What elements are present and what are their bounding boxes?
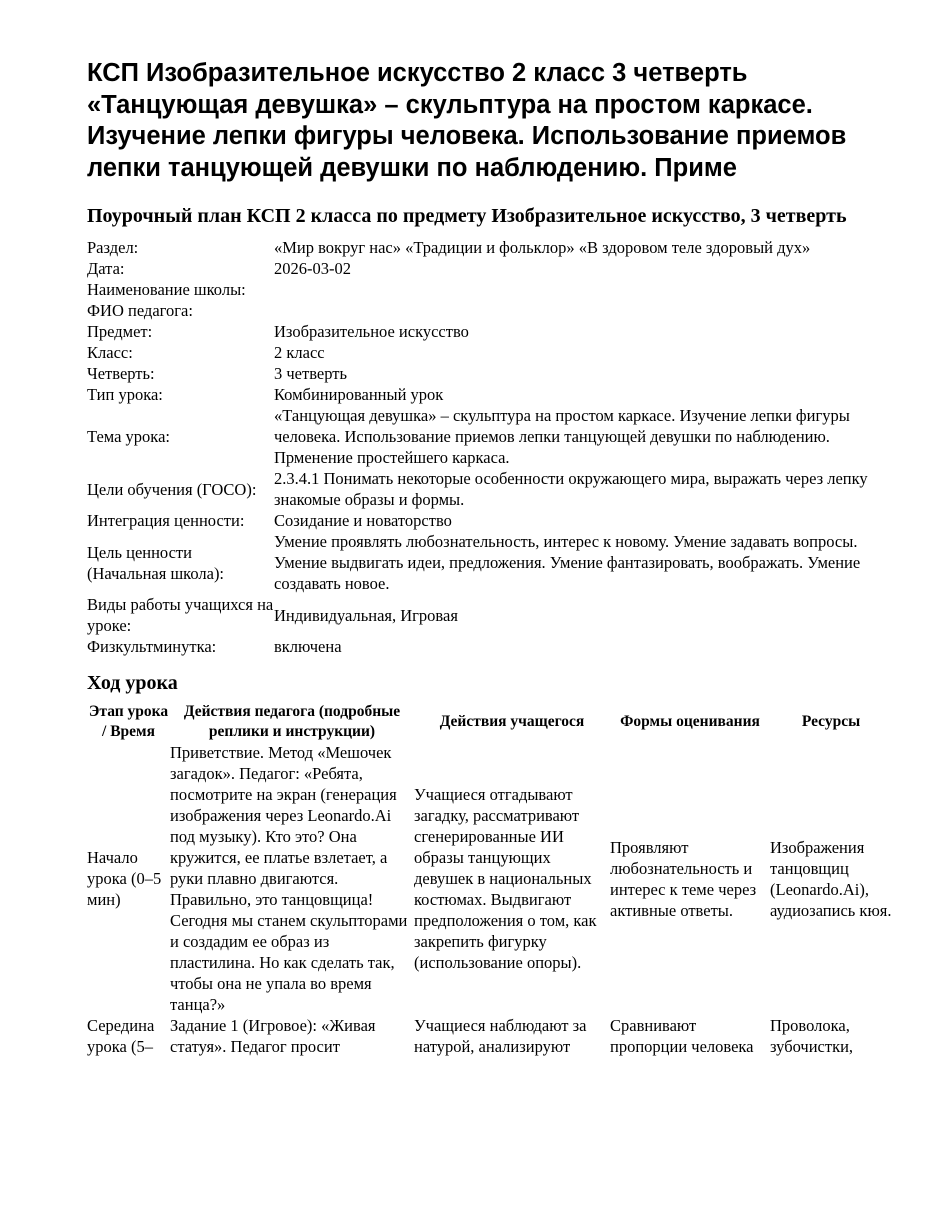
resources-cell: Изображения танцовщиц (Leonardo.Ai), аудиозапись кюя. <box>770 837 892 920</box>
student-actions-cell: Учащиеся отгадывают загадку, рассматривают сгенерированные ИИ образы танцующих девушек в национальных костюмах. Выдвигают предположения о том, как закрепить фигурку (использование опоры). <box>414 785 597 972</box>
info-value: 3 четверть <box>274 364 347 383</box>
info-label: Тип урока: <box>87 385 163 404</box>
column-header-student: Действия учащегося <box>439 713 585 730</box>
info-value <box>274 300 892 321</box>
lesson-table-header <box>87 702 892 742</box>
table-row <box>87 1015 892 1057</box>
column-header-resources: Ресурсы <box>801 713 861 730</box>
stage-cell: Начало урока (0–5 мин) <box>87 848 162 909</box>
teacher-actions-cell: Задание 1 (Игровое): «Живая статуя». Педагог просит <box>170 1016 376 1056</box>
assessment-cell: Сравнивают пропорции человека <box>610 1016 754 1056</box>
info-row-school <box>87 279 892 300</box>
info-label: Четверть: <box>87 364 155 383</box>
lesson-flow-heading: Ход урока <box>87 672 178 694</box>
info-value: Созидание и новаторство <box>274 511 452 530</box>
info-value: Умение проявлять любознательность, интерес к новому. Умение задавать вопросы. Умение выдвигать идеи, предложения. Умение фантазировать, воображать. Умение создавать новое. <box>274 532 861 593</box>
column-header-assessment: Формы оценивания <box>620 713 760 730</box>
info-label: Предмет: <box>87 322 153 341</box>
info-label: Виды работы учащихся на уроке: <box>87 595 274 635</box>
info-label: Дата: <box>87 259 125 278</box>
info-value: 2026-03-02 <box>274 259 351 278</box>
info-row-value-integration <box>87 510 892 531</box>
info-label: Цель ценности (Начальная школа): <box>87 542 225 583</box>
plan-subtitle: Поурочный план КСП 2 класса по предмету Изобразительное искусство, 3 четверть <box>87 205 847 227</box>
info-value <box>274 279 892 300</box>
info-row-value-goal <box>87 531 892 594</box>
info-row-grade <box>87 342 892 363</box>
info-value: «Мир вокруг нас» «Традиции и фольклор» «В здоровом теле здоровый дух» <box>274 238 811 257</box>
info-value: 2 класс <box>274 343 325 362</box>
info-row-subject <box>87 321 892 342</box>
lesson-info-table <box>87 237 892 657</box>
info-label: Тема урока: <box>87 427 170 446</box>
info-value: «Танцующая девушка» – скульптура на простом каркасе. Изучение лепки фигуры человека. Использование приемов лепки танцующей девушки по наблюдению. Прменение простейшего каркаса. <box>274 406 850 467</box>
resources-cell: Проволока, зубочистки, <box>770 1016 854 1056</box>
student-actions-cell: Учащиеся наблюдают за натурой, анализируют <box>414 1016 587 1056</box>
document-page <box>87 58 892 1057</box>
column-header-teacher: Действия педагога (подробные реплики и инструкции) <box>183 703 401 740</box>
info-label: Наименование школы: <box>87 280 246 299</box>
document-title: КСП Изобразительное искусство 2 класс 3 четверть «Танцующая девушка» – скульптура на простом каркасе. Изучение лепки фигуры человека. Использование приемов лепки танцующей девушки по наблюдению. Приме <box>87 59 847 182</box>
column-header-stage: Этап урока / Время <box>88 703 169 740</box>
info-label: Цели обучения (ГОСО): <box>87 479 257 499</box>
table-row <box>87 742 892 1015</box>
info-row-date <box>87 258 892 279</box>
info-row-work-types <box>87 594 892 636</box>
info-value: 2.3.4.1 Понимать некоторые особенности окружающего мира, выражать через лепку знакомые образы и формы. <box>274 469 868 509</box>
info-label: ФИО педагога: <box>87 301 193 320</box>
info-label: Интеграция ценности: <box>87 511 245 530</box>
info-row-goals <box>87 468 892 510</box>
info-row-quarter <box>87 363 892 384</box>
info-value: включена <box>274 637 342 656</box>
info-row-section <box>87 237 892 258</box>
info-value: Комбинированный урок <box>274 385 444 404</box>
teacher-actions-cell: Приветствие. Метод «Мешочек загадок». Педагог: «Ребята, посмотрите на экран (генерация изображения через Leonardo.Ai под музыку). Кто это? Она кружится, ее платье взлетает, а руки плавно двигаются. Правильно, это танцовщица! Сегодня мы станем скульпторами и создадим ее образ из пластилина. Но как сделать так, чтобы она не упала во время танца?» <box>170 743 408 1014</box>
info-value: Изобразительное искусство <box>274 322 469 341</box>
info-label: Класс: <box>87 343 133 362</box>
stage-cell: Середина урока (5– <box>87 1016 155 1056</box>
info-label: Физкультминутка: <box>87 637 217 656</box>
info-row-teacher <box>87 300 892 321</box>
info-label: Раздел: <box>87 238 139 257</box>
lesson-flow-table <box>87 702 892 1057</box>
info-row-lesson-type <box>87 384 892 405</box>
info-row-topic <box>87 405 892 468</box>
info-value: Индивидуальная, Игровая <box>274 605 458 625</box>
assessment-cell: Проявляют любознательность и интерес к теме через активные ответы. <box>610 837 757 920</box>
info-row-exercise <box>87 636 892 657</box>
